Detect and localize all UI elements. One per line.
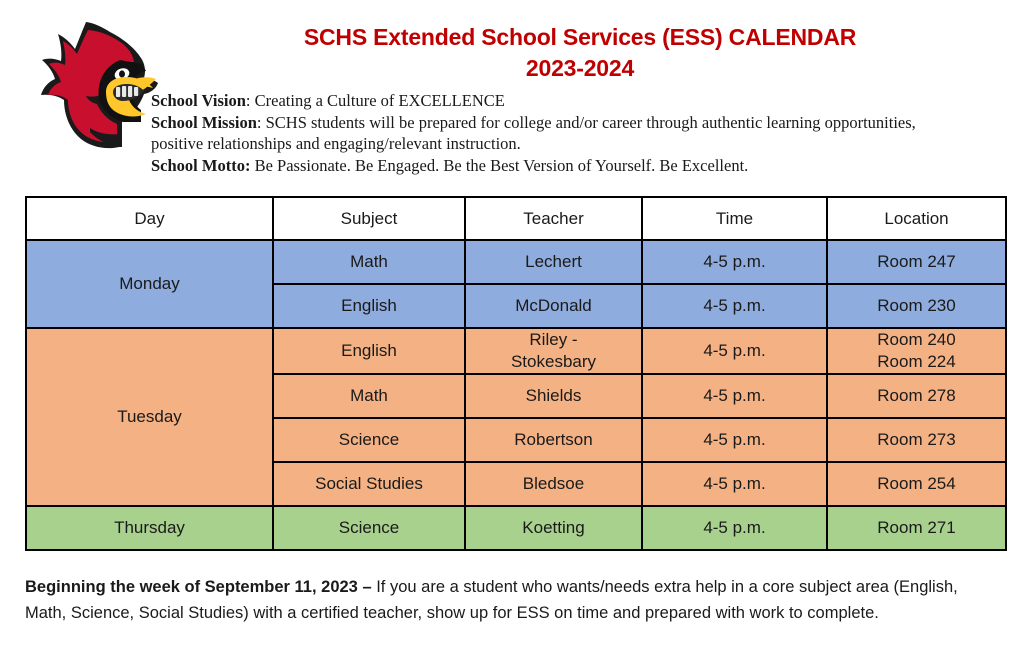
location-cell: Room 254 <box>827 462 1006 506</box>
day-cell-thursday: Thursday <box>26 506 273 550</box>
footer-note-lead: Beginning the week of September 11, 2023 – <box>25 578 377 596</box>
time-cell: 4-5 p.m. <box>642 462 827 506</box>
school-mission-row <box>151 112 951 155</box>
day-cell-tuesday: Tuesday <box>26 328 273 506</box>
cardinal-mascot-logo-icon <box>34 14 164 154</box>
teacher-cell: Lechert <box>465 240 642 284</box>
subject-cell: Science <box>273 506 465 550</box>
table-row <box>26 328 1006 374</box>
column-header-teacher: Teacher <box>465 197 642 240</box>
subject-cell: Social Studies <box>273 462 465 506</box>
teacher-line-1: Riley - <box>529 330 578 349</box>
subject-cell: Science <box>273 418 465 462</box>
location-cell: Room 273 <box>827 418 1006 462</box>
school-motto-row <box>151 155 951 177</box>
school-mission-text: : SCHS students will be prepared for college and/or career through authentic learning opportunities, positive relationships and engaging/relevant instruction. <box>151 112 916 153</box>
teacher-cell: Shields <box>465 374 642 418</box>
teacher-line-2: Stokesbary <box>510 352 597 371</box>
location-cell: Room 247 <box>827 240 1006 284</box>
time-cell: 4-5 p.m. <box>642 328 827 374</box>
school-vision-label: School Vision <box>151 91 246 110</box>
footer-note <box>25 574 997 626</box>
time-cell: 4-5 p.m. <box>642 506 827 550</box>
subject-cell: Math <box>273 374 465 418</box>
time-cell: 4-5 p.m. <box>642 374 827 418</box>
subject-cell: English <box>273 284 465 328</box>
location-line-1: Room 240 <box>877 330 956 349</box>
subject-cell: English <box>273 328 465 374</box>
location-cell: Room 271 <box>827 506 1006 550</box>
teacher-cell: Koetting <box>465 506 642 550</box>
teacher-cell: Robertson <box>465 418 642 462</box>
school-statements <box>151 90 951 176</box>
table-header-row <box>26 197 1006 240</box>
school-motto-text: Be Passionate. Be Engaged. Be the Best Version of Yourself. Be Excellent. <box>250 155 749 175</box>
teacher-cell: McDonald <box>465 284 642 328</box>
document-header <box>0 0 1024 192</box>
day-cell-monday: Monday <box>26 240 273 328</box>
title-line-1: SCHS Extended School Services (ESS) CALENDAR <box>303 24 857 50</box>
subject-cell: Math <box>273 240 465 284</box>
title-line-2: 2023-2024 <box>525 55 635 81</box>
time-cell: 4-5 p.m. <box>642 418 827 462</box>
ess-calendar-table <box>25 196 1007 551</box>
location-cell: Room 278 <box>827 374 1006 418</box>
page-title <box>150 22 1010 84</box>
time-cell: 4-5 p.m. <box>642 284 827 328</box>
column-header-day: Day <box>26 197 273 240</box>
teacher-cell: Bledsoe <box>465 462 642 506</box>
location-cell <box>827 328 1006 374</box>
table-row <box>26 506 1006 550</box>
school-mission-label: School Mission <box>151 112 257 132</box>
teacher-cell <box>465 328 642 374</box>
column-header-location: Location <box>827 197 1006 240</box>
location-line-2: Room 224 <box>877 352 956 371</box>
school-motto-label: School Motto: <box>151 155 251 175</box>
column-header-subject: Subject <box>273 197 465 240</box>
footer-note-body: If you are a student who wants/needs extra help in a core subject area (English, Math, Science, Social Studies) with a certified teacher, show up for ESS on time and prepared with work to complete. <box>25 578 958 622</box>
time-cell: 4-5 p.m. <box>642 240 827 284</box>
school-vision-row <box>151 90 951 112</box>
school-vision-text: : Creating a Culture of EXCELLENCE <box>245 91 505 110</box>
column-header-time: Time <box>642 197 827 240</box>
table-row <box>26 240 1006 284</box>
location-cell: Room 230 <box>827 284 1006 328</box>
